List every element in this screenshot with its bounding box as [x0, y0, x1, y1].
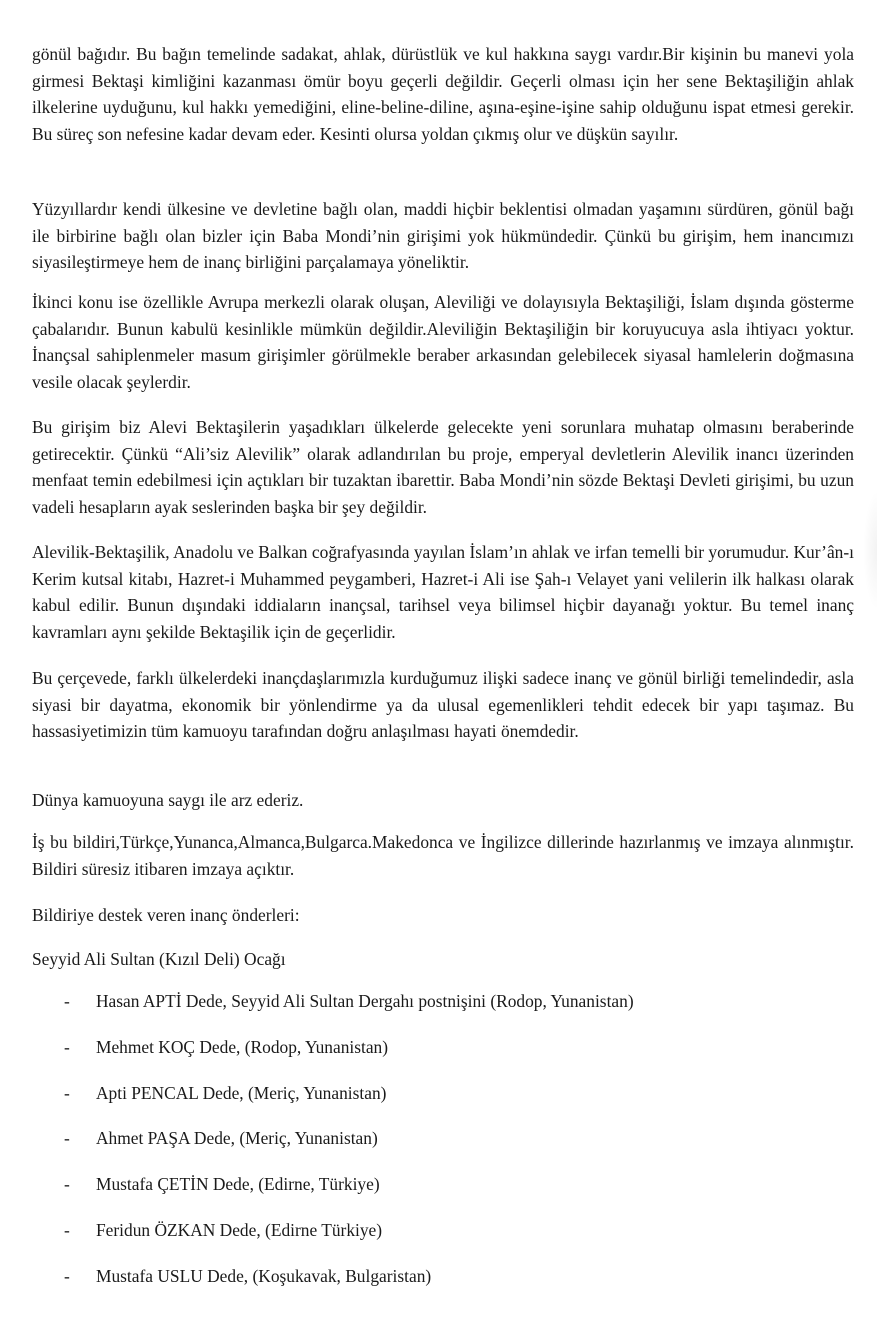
list-item — [32, 1263, 634, 1309]
paragraph-ocak-name: Seyyid Ali Sultan (Kızıl Deli) Ocağı — [32, 949, 286, 969]
signer-name: Apti PENCAL Dede, (Meriç, Yunanistan) — [96, 1082, 387, 1103]
list-marker: - — [64, 1219, 70, 1240]
paragraph-baba-mondi-initiative: Yüzyıllardır kendi ülkesine ve devletine bağlı olan, maddi hiçbir beklentisi olmadan yaşamını sürdüren, gönül bağı ile birbirine bağlı olan bizler için Baba Mondi’nin girişimi yok hükmündedir. Çünkü bu girişim, hem inancımızı siyasileştirmeye hem de inanç birliğini parçalamaya yöneliktir. — [32, 199, 854, 272]
list-item — [32, 988, 634, 1034]
list-marker: - — [64, 1174, 70, 1195]
paragraph-supporters-heading: Bildiriye destek veren inanç önderleri: — [32, 905, 300, 925]
list-marker: - — [64, 1036, 70, 1057]
list-marker: - — [64, 1082, 70, 1103]
signer-name: Mustafa USLU Dede, (Koşukavak, Bulgaristan) — [96, 1265, 432, 1286]
signer-name: Hasan APTİ Dede, Seyyid Ali Sultan Dergahı postnişini (Rodop, Yunanistan) — [96, 991, 634, 1011]
list-item — [32, 1080, 634, 1126]
page-edge-shadow — [863, 490, 877, 610]
list-marker: - — [64, 1265, 70, 1286]
signer-name: Mehmet KOÇ Dede, (Rodop, Yunanistan) — [96, 1036, 389, 1057]
paragraph-future-problems: Bu girişim biz Alevi Bektaşilerin yaşadıkları ülkelerde gelecekte yeni sorunlara muhatap olmasını beraberinde getirecektir. Çünkü “Ali’siz Alevilik” olarak adlandırılan bu proje, emperyal devletlerin Alevilik inancı üzerinden menfaat temin edebilmesi için açtıkları bir tuzaktan ibarettir. Baba Mondi’nin sözde Bektaşi Devleti girişimi, bu uzun vadeli hesapların ayak seslerinden başka bir şey değildir. — [32, 417, 854, 517]
signer-name: Mustafa ÇETİN Dede, (Edirne, Türkiye) — [96, 1174, 380, 1195]
paragraph-bond-definition: gönül bağıdır. Bu bağın temelinde sadakat, ahlak, dürüstlük ve kul hakkına saygı vardır.Bir kişinin bu manevi yola girmesi Bektaşi kimliğini kazanması ömür boyu geçerli değildir. Geçerli olması için her sene Bektaşiliğin ahlak ilkelerine uyduğunu, kul hakkı yemediğini, eline-beline-diline, aşına-eşine-işine sahip olduğunu ispat etmesi gerekir. Bu süreç son nefesine kadar devam eder. Kesinti olursa yoldan çıkmış olur ve düşkün sayılır. — [32, 44, 854, 144]
paragraph-alevism-definition: Alevilik-Bektaşilik, Anadolu ve Balkan coğrafyasında yayılan İslam’ın ahlak ve irfan temelli bir yorumudur. Kur’ân-ı Kerim kutsal kitabı, Hazret-i Muhammed peygamberi, Hazret-i Ali ise Şah-ı Velayet yani velilerin ilk halkası olarak kabul edilir. Bunun dışındaki iddiaların inançsal, tarihsel veya bilimsel hiçbir dayanağı yoktur. Bu temel inanç kavramları aynı şekilde Bektaşilik için de geçerlidir. — [32, 542, 854, 642]
paragraph-second-issue: İkinci konu ise özellikle Avrupa merkezli olarak oluşan, Aleviliği ve dolayısıyla Bektaşiliği, İslam dışında gösterme çabalarıdır. Bunun kabulü kesinlikle mümkün değildir.Aleviliğin Bektaşiliğin bir koruyucuya asla ihtiyacı yoktur. İnançsal sahiplenmeler masum girişimler görülmekle beraber arkasından gelebilecek siyasal hamlelerin doğmasına vesile olacak şeylerdir. — [32, 292, 854, 392]
paragraph-respect: Dünya kamuoyuna saygı ile arz ederiz. — [32, 790, 304, 810]
paragraph-languages: İş bu bildiri,Türkçe,Yunanca,Almanca,Bulgarca.Makedonca ve İngilizce dillerinde hazırlanmış ve imzaya alınmıştır. Bildiri süresiz itibaren imzaya açıktır. — [32, 832, 854, 879]
paragraph-framework: Bu çerçevede, farklı ülkelerdeki inançdaşlarımızla kurduğumuz ilişki sadece inanç ve gönül birliği temelindedir, asla siyasi bir dayatma, ekonomik bir yönlendirme ya da ulusal egemenlikleri tehdit edecek bir yapı taşımaz. Bu hassasiyetimizin tüm kamuoyu tarafından doğru anlaşılması hayati önemdedir. — [32, 668, 854, 741]
list-item — [32, 1217, 634, 1263]
list-item — [32, 1034, 634, 1080]
list-marker: - — [64, 991, 70, 1011]
signer-name: Ahmet PAŞA Dede, (Meriç, Yunanistan) — [96, 1128, 378, 1149]
list-item — [32, 1171, 634, 1217]
list-item — [32, 1125, 634, 1171]
signer-name: Feridun ÖZKAN Dede, (Edirne Türkiye) — [96, 1219, 383, 1240]
signers-list — [32, 988, 634, 1309]
list-marker: - — [64, 1128, 70, 1149]
